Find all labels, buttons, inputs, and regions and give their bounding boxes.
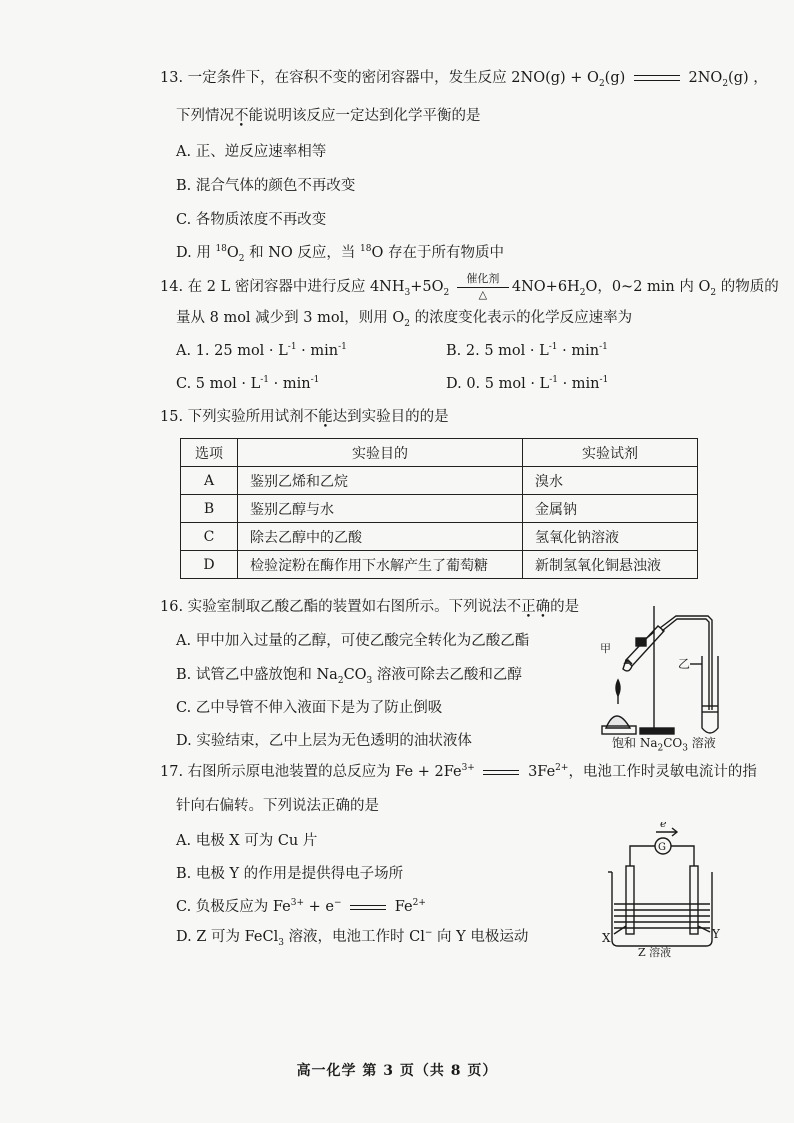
- q13-stem-line1: 13. 一定条件下，在容积不变的密闭容器中，发生反应 $2NO(g) + O_2(g)$ $2NO_2(g)$ ，: [160, 70, 768, 89]
- esterification-apparatus-figure: [596, 600, 736, 752]
- table-cell: 金属钠: [523, 495, 698, 523]
- table-header-cell: 选项: [181, 439, 238, 467]
- q14-option-b: B. 2. 5 mol · $L^{-1} \cdot \min^{-1}$: [446, 342, 608, 359]
- table-header-cell: 实验试剂: [523, 439, 698, 467]
- table-cell: 鉴别乙醇与水: [238, 495, 523, 523]
- galvanometer-icon: G: [658, 842, 666, 853]
- q16-option-d: D. 实验结束，乙中上层为无色透明的油状液体: [176, 733, 472, 749]
- q17-option-c: C. 负极反应为 $Fe^{3+} + e^-$ $Fe^{2+}$: [176, 898, 426, 915]
- q17-stem-line2: 针向右偏转。下列说法正确的是: [176, 798, 379, 814]
- table-cell: D: [181, 551, 238, 579]
- q14-stem-line2: 量从 8 mol 减少到 3 mol，则用 $O_2$ 的浓度变化表示的化学反应速率为: [176, 310, 633, 329]
- q16-option-b: B. 试管乙中盛放饱和 $Na_2CO_3$ 溶液可除去乙酸和乙醇: [176, 667, 522, 686]
- fig-label-x: X: [602, 931, 611, 945]
- q13-equation: $2NO(g) + O_2(g)$ $2NO_2(g)$: [511, 70, 749, 89]
- table-row: [181, 495, 698, 523]
- table-header-cell: 实验目的: [238, 439, 523, 467]
- table-cell: B: [181, 495, 238, 523]
- q17-option-a: A. 电极 X 可为 Cu 片: [176, 833, 318, 849]
- equals-arrow-icon: [350, 905, 386, 910]
- table-cell: C: [181, 523, 238, 551]
- catalyst-arrow-icon: 催化剂 △: [457, 272, 509, 302]
- q17-stem-line1: 17. 右图所示原电池装置的总反应为 $Fe + 2Fe^{3+}$ $3Fe^{2+}$，电池工作时灵敏电流计的指: [160, 763, 757, 780]
- table-cell: 氢氧化钠溶液: [523, 523, 698, 551]
- table-cell: 溴水: [523, 467, 698, 495]
- q15-stem: 15. 下列实验所用试剂不能达到实验目的的是: [160, 409, 449, 425]
- equilibrium-arrow-icon: [634, 71, 680, 85]
- q13-option-a: A. 正、逆反应速率相等: [176, 144, 327, 160]
- fig-label-yi: 乙: [678, 657, 691, 671]
- table-row: [181, 551, 698, 579]
- table-row: [181, 523, 698, 551]
- q17-option-d: D. Z 可为 FeCl$_3$ 溶液，电池工作时 Cl− 向 Y 电极运动: [176, 928, 529, 948]
- q13-option-b: B. 混合气体的颜色不再改变: [176, 178, 356, 194]
- q14-option-d: D. 0. 5 mol · $L^{-1} \cdot \min^{-1}$: [446, 375, 609, 392]
- fig-label-e: e: [660, 822, 667, 830]
- table-cell: A: [181, 467, 238, 495]
- q13-option-d: D. 用 $^{18}O_2$ 和 NO 反应，当 $^{18}$O 存在于所有物质中: [176, 244, 504, 264]
- fig-label-jia: 甲: [600, 642, 611, 655]
- q16-stem: 16. 实验室制取乙酸乙酯的装置如右图所示。下列说法不正确的是: [160, 599, 580, 615]
- q16-option-c: C. 乙中导管不伸入液面下是为了防止倒吸: [176, 700, 443, 716]
- page-footer: 高一化学 第 3 页（共 8 页）: [296, 1063, 498, 1079]
- q14-stem-line1: 14. 在 2 L 密闭容器中进行反应 $4NH_3+5O_2$ 催化剂 △ $4NO+6H_2O$，0~2 min 内 $O_2$ 的物质的: [160, 272, 779, 301]
- table-row: [181, 467, 698, 495]
- q16-figure-caption: 饱和 $Na_2CO_3$ 溶液: [612, 736, 716, 754]
- q13-stem-line2: 下列情况不能说明该反应一定达到化学平衡的是: [176, 108, 481, 124]
- q13-option-c: C. 各物质浓度不再改变: [176, 212, 327, 228]
- fig-label-z: Z 溶液: [638, 946, 672, 958]
- fig-label-y: Y: [712, 927, 720, 941]
- q14-option-c: C. 5 mol · $L^{-1} \cdot \min^{-1}$: [176, 375, 320, 392]
- q15-table: [180, 438, 698, 579]
- q16-option-a: A. 甲中加入过量的乙醇，可使乙酸完全转化为乙酸乙酯: [176, 633, 530, 649]
- table-header-row: [181, 439, 698, 467]
- table-cell: 新制氢氧化铜悬浊液: [523, 551, 698, 579]
- q17-option-b: B. 电极 Y 的作用是提供得电子场所: [176, 866, 404, 882]
- equals-arrow-icon: [483, 770, 519, 775]
- table-cell: 鉴别乙烯和乙烷: [238, 467, 523, 495]
- galvanic-cell-figure: [600, 822, 730, 958]
- table-cell: 检验淀粉在酶作用下水解产生了葡萄糖: [238, 551, 523, 579]
- q14-option-a: A. 1. 25 mol · $L^{-1} \cdot \min^{-1}$: [176, 342, 347, 359]
- table-cell: 除去乙醇中的乙酸: [238, 523, 523, 551]
